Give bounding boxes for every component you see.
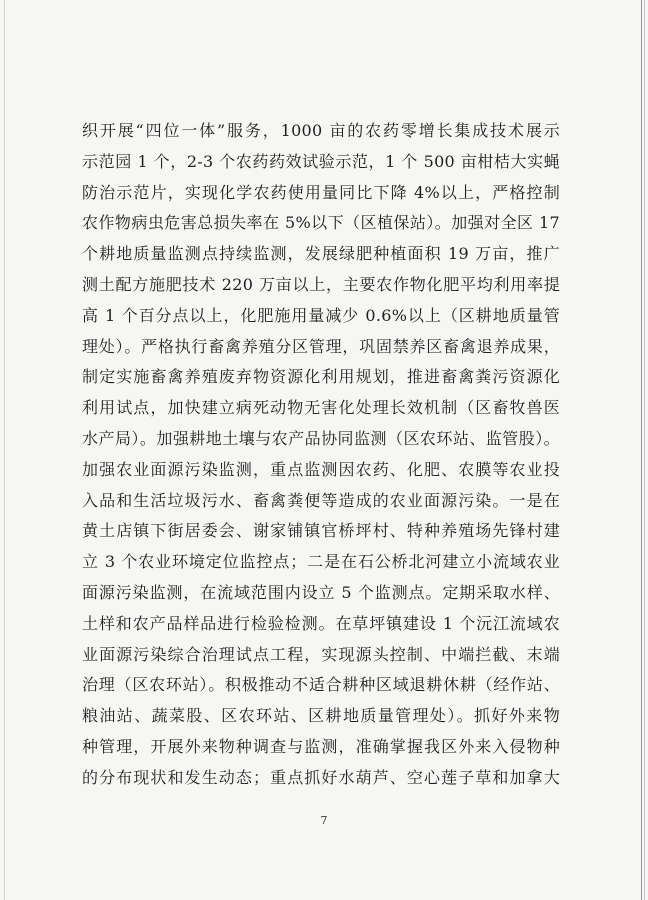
text-line: 农作物病虫危害总损失率在 5%以下（区植保站）。加强对全区 17 — [82, 213, 560, 233]
text-line: 理处）。严格执行畜禽养殖分区管理，巩固禁养区畜禽退养成果， — [82, 336, 560, 356]
text-line: 测土配方施肥技术 220 万亩以上，主要农作物化肥平均利用率提 — [82, 274, 560, 294]
text-line: 入品和生活垃圾污水、畜禽粪便等造成的农业面源污染。一是在 — [82, 490, 560, 510]
text-line: 防治示范片，实现化学农药使用量同比下降 4%以上，严格控制 — [82, 182, 560, 202]
text-line: 制定实施畜禽养殖废弃物资源化利用规划，推进畜禽粪污资源化 — [82, 367, 560, 387]
text-line: 业面源污染综合治理试点工程，实现源头控制、中端拦截、末端 — [82, 644, 560, 664]
text-line: 加强农业面源污染监测，重点监测因农药、化肥、农膜等农业投 — [82, 459, 560, 479]
text-line: 种管理，开展外来物种调查与监测，准确掌握我区外来入侵物种 — [82, 736, 560, 756]
text-line: 个耕地质量监测点持续监测，发展绿肥种植面积 19 万亩，推广 — [82, 244, 560, 264]
text-line: 治理（区农环站）。积极推动不适合耕种区域退耕休耕（经作站、 — [82, 675, 560, 695]
text-line: 土样和农产品样品进行检验检测。在草坪镇建设 1 个沅江流域农 — [82, 613, 560, 633]
scan-edge-right-outer — [644, 0, 645, 900]
page-number: 7 — [320, 814, 328, 827]
text-line: 的分布现状和发生动态；重点抓好水葫芦、空心莲子草和加拿大 — [82, 767, 560, 787]
text-line: 高 1 个百分点以上，化肥施用量减少 0.6%以上（区耕地质量管 — [82, 305, 560, 325]
body-text — [82, 116, 560, 794]
scan-edge-left — [4, 0, 5, 900]
text-line: 织开展“四位一体”服务，1000 亩的农药零增长集成技术展示 — [82, 121, 560, 140]
text-line: 黄土店镇下街居委会、谢家铺镇官桥坪村、特种养殖场先锋村建 — [82, 521, 560, 541]
text-line: 水产局）。加强耕地土壤与农产品协同监测（区农环站、监管股）。 — [82, 428, 560, 448]
text-line: 利用试点，加快建立病死动物无害化处理长效机制（区畜牧兽医 — [82, 398, 560, 418]
text-line: 面源污染监测，在流域范围内设立 5 个监测点。定期采取水样、 — [82, 582, 560, 602]
text-line: 示范园 1 个，2-3 个农药药效试验示范，1 个 500 亩柑桔大实蝇 — [82, 151, 560, 171]
scan-edge-right — [641, 0, 642, 900]
text-line: 立 3 个农业环境定位监控点；二是在石公桥北河建立小流域农业 — [82, 552, 560, 572]
text-line: 粮油站、蔬菜股、区农环站、区耕地质量管理处）。抓好外来物 — [82, 706, 560, 726]
